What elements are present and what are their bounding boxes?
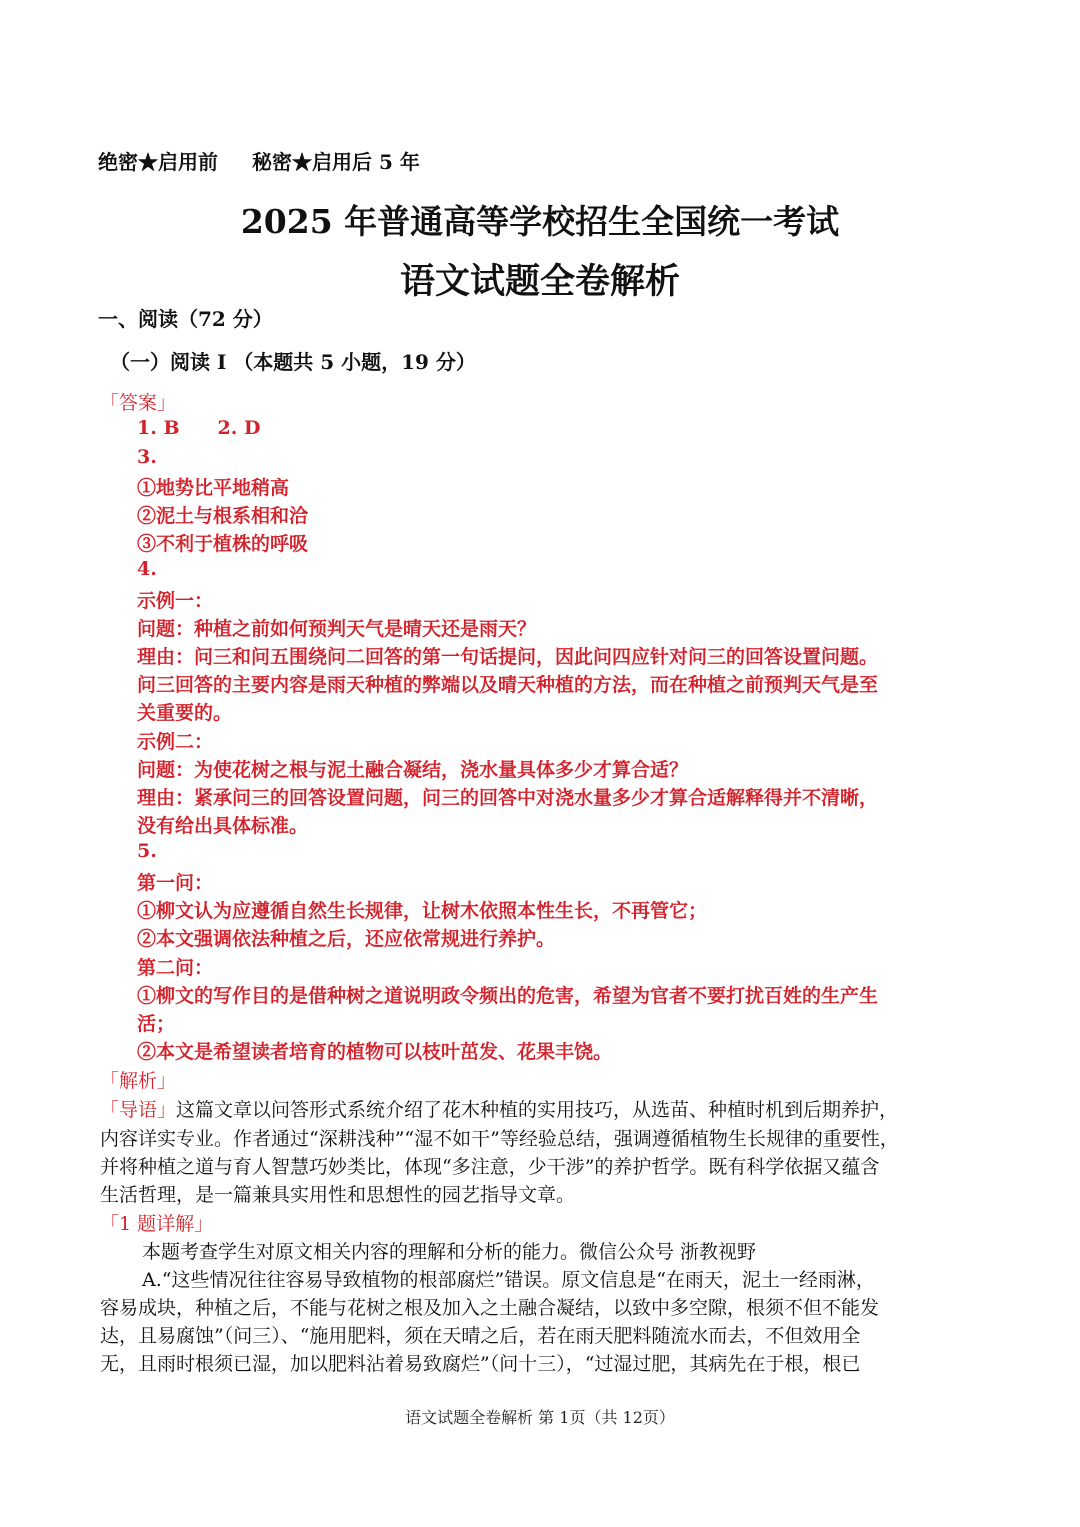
answer-q4-number: 4.	[137, 558, 157, 580]
secret-after-label: 秘密★启用后 5 年	[252, 150, 420, 174]
q1-detail-line: 容易成块，种植之后，不能与花树之根及加入之土融合凝结，以致中多空隙，根须不但不能发	[100, 1297, 880, 1319]
q1-detail-line: 无，且雨时根须已湿，加以肥料沾着易致腐烂”（问十三），“过湿过肥，其病先在于根，根已	[100, 1353, 861, 1375]
answer-q4-example1-question: 问题：种植之前如何预判天气是晴天还是雨天？	[137, 618, 537, 640]
intro-line: 生活哲理，是一篇兼具实用性和思想性的园艺指导文章。	[100, 1184, 576, 1206]
answer-tag: 「答案」	[100, 392, 177, 414]
q1-detail-line: 本题考查学生对原文相关内容的理解和分析的能力。微信公众号 浙教视野	[142, 1241, 757, 1263]
answer-q5-part2-item: ①柳文的写作目的是借种树之道说明政令频出的危害，希望为官者不要打扰百姓的生产生	[137, 985, 879, 1007]
answer-q3-item: ①地势比平地稍高	[137, 477, 290, 499]
exam-title: 2025 年普通高等学校招生全国统一考试	[240, 202, 840, 241]
answer-q1: 1. B	[137, 417, 180, 439]
intro-line: 内容详实专业。作者通过“深耕浅种”“湿不如干”等经验总结，强调遵循植物生长规律的重要性，	[100, 1128, 899, 1150]
answer-q5-part2-item: 活；	[137, 1013, 176, 1035]
analysis-tag: 「解析」	[100, 1070, 177, 1092]
section-heading: 一、阅读（72 分）	[98, 307, 273, 331]
answer-q4-example1-label: 示例一：	[137, 590, 214, 612]
answer-q4-example1-reason: 关重要的。	[137, 702, 233, 724]
answer-q5-part2-item: ②本文是希望读者培育的植物可以枝叶茁发、花果丰饶。	[137, 1041, 613, 1063]
answer-q4-example2-reason: 没有给出具体标准。	[137, 815, 309, 837]
intro-tag: 「导语」	[100, 1099, 177, 1121]
answer-q3-item: ③不利于植株的呼吸	[137, 533, 309, 555]
answer-q4-example2-reason: 理由：紧承问三的回答设置问题，问三的回答中对浇水量多少才算合适解释得并不清晰，	[137, 787, 879, 809]
intro-line: 并将种植之道与育人智慧巧妙类比，体现“多注意，少干涉”的养护哲学。既有科学依据又蕴含	[100, 1156, 880, 1178]
answer-q4-example2-label: 示例二：	[137, 731, 214, 753]
answer-q1-q2	[137, 417, 260, 439]
q1-detail-line: A.“这些情况往往容易导致植物的根部腐烂”错误。原文信息是“在雨天，泥土一经雨淋，	[142, 1269, 875, 1291]
answer-q5-part1-label: 第一问：	[137, 872, 214, 894]
answer-q4-example1-reason: 理由：问三和问五围绕问二回答的第一句话提问，因此问四应针对问三的回答设置问题。	[137, 646, 879, 668]
answer-q4-example2-question: 问题：为使花树之根与泥土融合凝结，浇水量具体多少才算合适？	[137, 759, 689, 781]
q1-detail-tag: 「1 题详解」	[100, 1213, 214, 1235]
exam-subtitle: 语文试题全卷解析	[399, 261, 680, 302]
page-footer: 语文试题全卷解析 第 1页（共 12页）	[405, 1408, 675, 1427]
subsection-heading: （一）阅读 I （本题共 5 小题，19 分）	[110, 350, 476, 374]
answer-q2: 2. D	[217, 417, 261, 439]
answer-q3-item: ②泥土与根系相和洽	[137, 505, 309, 527]
answer-q5-part2-label: 第二问：	[137, 957, 214, 979]
answer-q5-number: 5.	[137, 840, 157, 862]
answer-q5-part1-item: ①柳文认为应遵循自然生长规律，让树木依照本性生长，不再管它；	[137, 900, 708, 922]
q1-detail-line: 达，且易腐蚀”（问三）、“施用肥料，须在天晴之后，若在雨天肥料随流水而去，不但效用全	[100, 1325, 861, 1347]
intro-text: 这篇文章以问答形式系统介绍了花木种植的实用技巧，从选苗、种植时机到后期养护，	[176, 1099, 899, 1121]
answer-q5-part1-item: ②本文强调依法种植之后，还应依常规进行养护。	[137, 928, 556, 950]
answer-q4-example1-reason: 问三回答的主要内容是雨天种植的弊端以及晴天种植的方法，而在种植之前预判天气是至	[137, 674, 879, 696]
answer-q3-number: 3.	[137, 446, 157, 468]
intro-line	[100, 1095, 898, 1122]
confidentiality-header	[98, 146, 420, 175]
secret-before-label: 绝密★启用前	[98, 150, 218, 174]
